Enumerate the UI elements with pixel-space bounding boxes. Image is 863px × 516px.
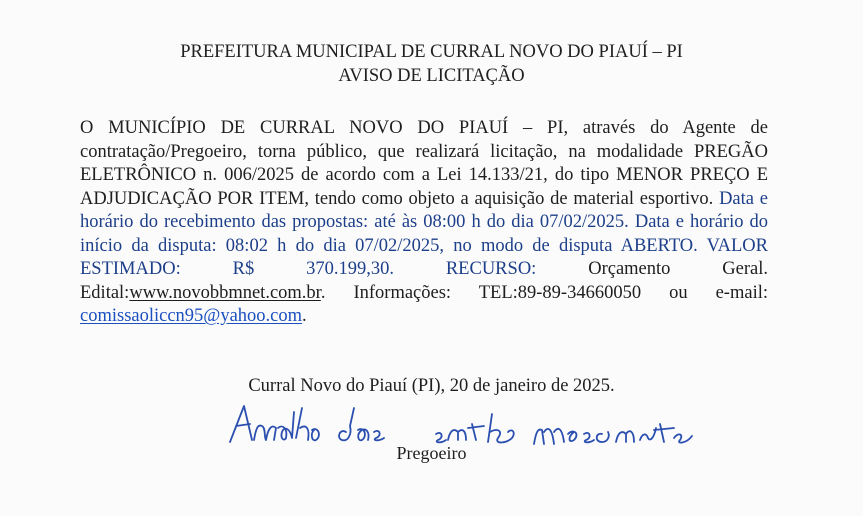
edital-link[interactable]: www.novobbmnet.com.br — [129, 282, 321, 303]
dateline: Curral Novo do Piauí (PI), 20 de janeiro de 2025. — [248, 376, 615, 396]
notice-body-part5: . — [302, 306, 307, 326]
notice-body-part3: Orçamento Geral. Edital: — [80, 259, 768, 303]
notice-body-dates: Data e horário do recebimento das propostas: até às 08:00 h do dia 07/02/2025. Data e horário do início da disputa: 08:02 h do dia 07/02/2025, no modo de disputa ABERTO. VALOR ESTIMADO: R$ 370.199,30. RECURSO: — [80, 188, 768, 279]
signatory-role: Pregoeiro — [396, 443, 467, 463]
header-title: PREFEITURA MUNICIPAL DE CURRAL NOVO DO PIAUÍ – PI — [180, 42, 683, 62]
notice-body-part4: . Informações: TEL:89-89-34660050 ou e-mail: — [320, 282, 768, 303]
header-subtitle: AVISO DE LICITAÇÃO — [338, 66, 525, 86]
document-header — [0, 40, 863, 88]
notice-body-part1: O MUNICÍPIO DE CURRAL NOVO DO PIAUÍ – PI, através do Agente de contratação/Pregoeiro, torna público, que realizará licitação, na modalidade PREGÃO ELETRÔNICO n. 006/2025 de acordo com a Lei 14.133/21, do tipo MENOR PREÇO E ADJUDICAÇÃO POR ITEM, tendo como objeto a aquisição de material esportivo. — [80, 118, 768, 209]
email-link[interactable]: comissaoliccn95@yahoo.com — [80, 306, 303, 326]
notice-body — [80, 117, 768, 329]
